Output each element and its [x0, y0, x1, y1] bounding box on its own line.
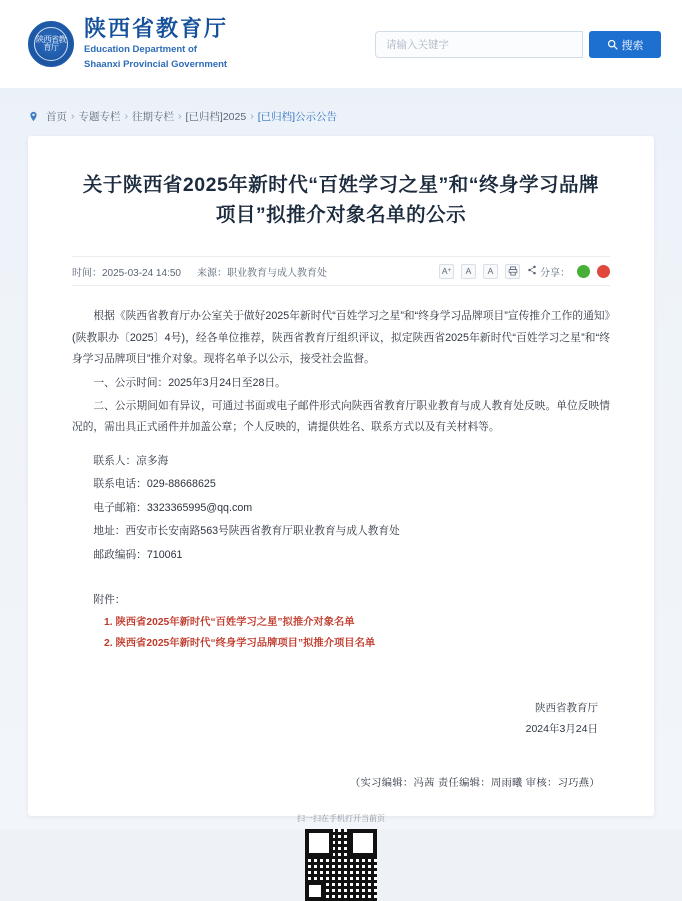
department-emblem-icon — [28, 21, 74, 67]
signature-date: 2024年3月24日 — [525, 723, 598, 736]
share-label: 分享： — [540, 267, 570, 279]
wechat-icon[interactable] — [577, 265, 590, 278]
document-body — [72, 306, 610, 565]
paragraph-1: 一、公示时间：2025年3月24日至28日。 — [93, 376, 286, 389]
attachment-link-2[interactable] — [104, 634, 610, 655]
org-name-en-line2: Shaanxi Provincial Government — [84, 59, 228, 71]
document-meta-bar — [72, 256, 610, 286]
editors-line: （实习编辑：冯茜 责任编辑：周雨曦 审核：习巧燕） — [349, 778, 600, 790]
contact-postcode: 邮政编码：710061 — [93, 548, 183, 561]
contact-block — [72, 451, 610, 566]
attachment-title-2: 陕西省2025年新时代“终身学习品牌项目”拟推介项目名单 — [115, 637, 376, 649]
breadcrumb-separator-0: › — [71, 110, 75, 122]
breadcrumb-item-3[interactable]: [已归档]2025 — [185, 110, 247, 123]
signature-org: 陕西省教育厅 — [535, 702, 598, 715]
meta-left — [72, 264, 327, 279]
breadcrumb-item-1[interactable]: 专题专栏 — [78, 110, 121, 123]
search-button-label: 搜索 — [621, 39, 644, 52]
font-size-large-button[interactable] — [439, 264, 454, 279]
attachment-title-1: 陕西省2025年新时代“百姓学习之星”拟推介对象名单 — [115, 616, 355, 628]
org-names — [84, 16, 228, 72]
attachment-list — [72, 613, 610, 654]
search-input[interactable] — [375, 31, 583, 58]
meta-source-value: 职业教育与成人教育处 — [226, 267, 327, 279]
contact-person: 联系人：凉多海 — [93, 454, 169, 467]
meta-time-label: 时间： — [72, 267, 102, 279]
meta-time-value: 2025-03-24 14:50 — [102, 267, 181, 279]
search-button[interactable] — [589, 31, 661, 58]
site-header — [0, 0, 682, 88]
weibo-icon[interactable] — [597, 265, 610, 278]
font-size-medium-button[interactable]: A — [461, 264, 476, 279]
org-name-en-line1: Education Department of — [84, 44, 197, 56]
attachment-number-2: 2. — [104, 637, 113, 649]
paragraph-0: 根据《陕西省教育厅办公室关于做好2025年新时代“百姓学习之星”和“终身学习品牌项目”宣传推介工作的通知》(陕教职办〔2025〕4号)，经各单位推荐，陕西省教育厅组织评议，拟定陕西省2025年新时代“百姓学习之星”和“终身学习品牌项目”推介对象。现将名单予以公示，接受社会监督。 — [72, 310, 610, 366]
breadcrumb-separator-3: › — [250, 110, 254, 122]
font-size-small-button[interactable]: A — [483, 264, 498, 279]
location-pin-icon — [28, 111, 39, 122]
page-title: 关于陕西省2025年新时代“百姓学习之星”和“终身学习品牌项目”拟推介对象名单的公示 — [82, 174, 600, 227]
search-area — [375, 31, 661, 58]
attachment-number-1: 1. — [104, 616, 113, 628]
contact-email: 电子邮箱：3323365995@qq.com — [93, 501, 253, 514]
share-icon — [527, 265, 537, 278]
share-label-wrap — [527, 264, 570, 279]
breadcrumb-separator-2: › — [178, 110, 182, 122]
breadcrumb-item-current: [已归档]公示公告 — [257, 110, 338, 123]
breadcrumb — [0, 100, 682, 132]
breadcrumb-item-2[interactable]: 往期专栏 — [132, 110, 174, 123]
font-large-label: A — [441, 266, 448, 277]
org-name-cn: 陕西省教育厅 — [84, 15, 229, 41]
qr-caption: 扫一扫在手机打开当前页 — [297, 814, 385, 824]
font-large-sup: + — [447, 268, 452, 275]
qr-section — [72, 813, 610, 901]
meta-right — [439, 264, 610, 279]
signature-block — [72, 698, 610, 740]
emblem-inner-text: 陕西省教育厅 — [34, 27, 68, 61]
attachment-label: 附件： — [93, 593, 126, 606]
site-logo[interactable] — [28, 16, 228, 72]
document-paper — [28, 136, 654, 824]
contact-address: 地址：西安市长安南路563号陕西省教育厅职业教育与成人教育处 — [93, 525, 400, 538]
contact-phone: 联系电话：029-88668625 — [93, 478, 216, 491]
search-icon — [607, 39, 618, 50]
breadcrumb-item-0[interactable]: 首页 — [46, 110, 67, 123]
paragraph-2: 二、公示期间如有异议，可通过书面或电子邮件形式向陕西省教育厅职业教育与成人教育处反映。单位反映情况的，需出具正式函件并加盖公章；个人反映的，请提供姓名、联系方式以及有关材料等。 — [72, 400, 610, 434]
meta-source — [197, 264, 327, 279]
qr-code-icon — [305, 829, 377, 901]
meta-time — [72, 264, 181, 279]
meta-source-label: 来源： — [196, 267, 227, 279]
attachment-link-1[interactable] — [104, 613, 610, 634]
breadcrumb-separator-1: › — [124, 110, 128, 122]
printer-icon[interactable] — [505, 264, 520, 279]
